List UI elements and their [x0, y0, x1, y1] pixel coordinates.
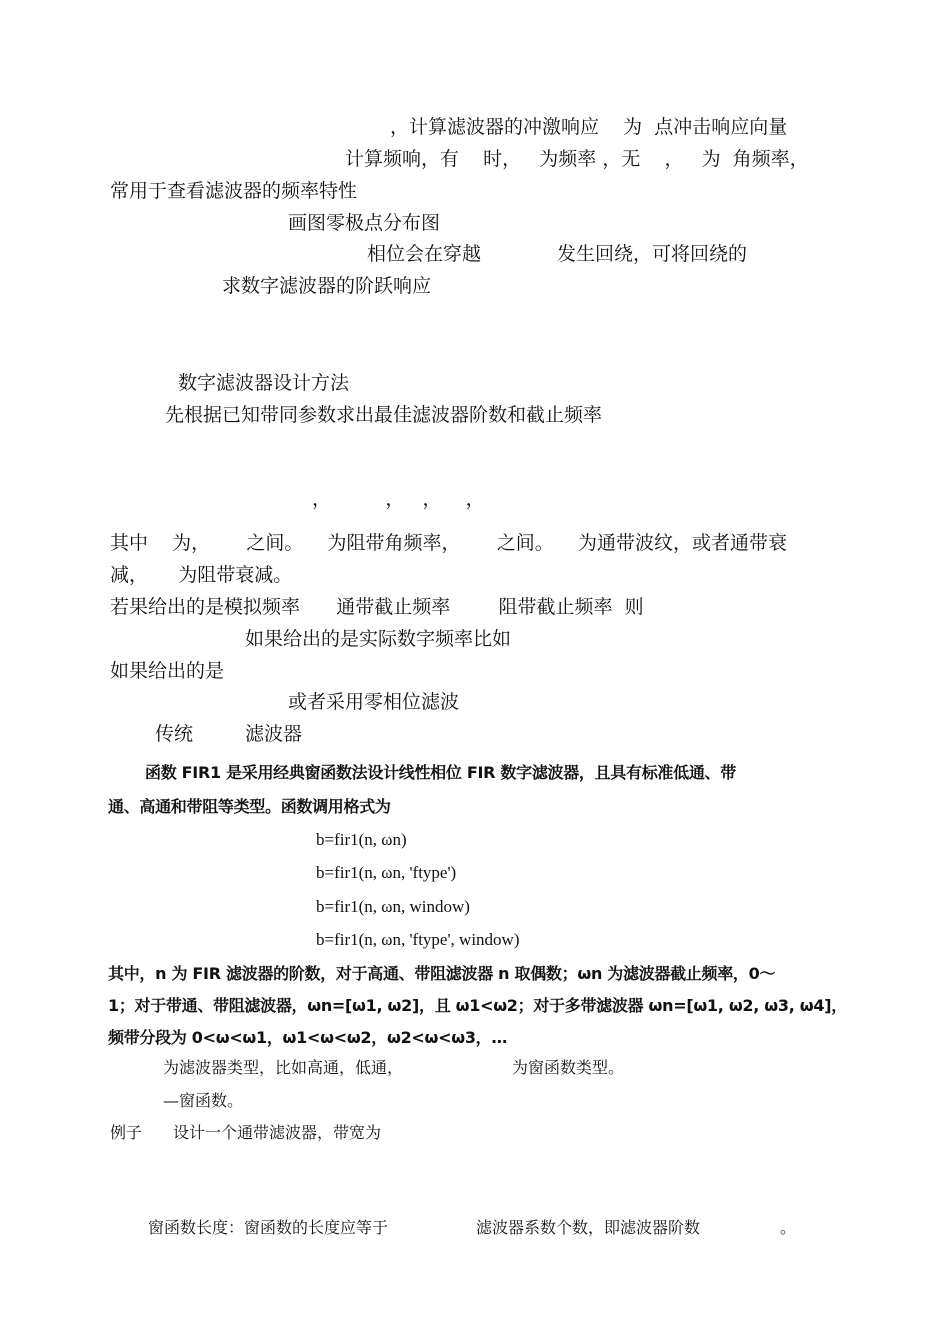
after-line-1b: 为窗函数类型。 [512, 1058, 625, 1077]
text-line-11: 减， 为阻带衰减。 [110, 564, 293, 586]
code-line-4: b=fir1(n, ωn, 'ftype', window) [316, 930, 520, 949]
after-line-2: —窗函数。 [163, 1091, 244, 1110]
text-line-8: 先根据已知带同参数求出最佳滤波器阶数和截止频率 [165, 404, 603, 426]
scan-paragraph-3: 其中，n 为 FIR 滤波器的阶数，对于高通、带阻滤波器 n 取偶数；ωn 为滤波器截止频率，0～ [108, 964, 776, 983]
code-line-2: b=fir1(n, ωn, 'ftype') [316, 863, 457, 882]
text-line-14: 如果给出的是 [110, 660, 225, 682]
text-line-6: 求数字滤波器的阶跃响应 [222, 275, 432, 297]
text-line-5a: 相位会在穿越 [367, 243, 482, 265]
code-line-3: b=fir1(n, ωn, window) [316, 897, 470, 916]
text-line-4: 画图零极点分布图 [288, 212, 441, 234]
scan-paragraph-2: 通、高通和带阻等类型。函数调用格式为 [108, 797, 391, 816]
text-line-5b: 发生回绕，可将回绕的 [557, 243, 748, 265]
code-line-1: b=fir1(n, ωn) [316, 830, 407, 849]
text-line-12: 若果给出的是模拟频率 通带截止频率 阻带截止频率 则 [110, 596, 644, 618]
section-heading: 数字滤波器设计方法 [178, 372, 350, 394]
text-line-2: 计算频响，有 时， 为频率 ，无 ， 为 角频率， [345, 148, 809, 170]
scan-paragraph-4: 1；对于带通、带阻滤波器，ωn=[ω1, ω2]，且 ω1<ω2；对于多带滤波器 ωn=[ω1, ω2, ω3, ω4]， [108, 996, 847, 1015]
text-line-15: 或者采用零相位滤波 [288, 691, 460, 713]
text-line-3: 常用于查看滤波器的频率特性 [110, 180, 358, 202]
scan-paragraph-1: 函数 FIR1 是采用经典窗函数法设计线性相位 FIR 数字滤波器，且具有标准低通、带 [145, 763, 736, 782]
after-line-4a: 窗函数长度：窗函数的长度应等于 [148, 1218, 389, 1237]
text-line-9: ， ， ， ， [312, 488, 485, 510]
after-line-4c: 。 [780, 1218, 797, 1237]
text-line-1: ，计算滤波器的冲激响应 为 点冲击响应向量 [390, 116, 788, 138]
after-line-3b: 设计一个通带滤波器，带宽为 [173, 1123, 382, 1142]
text-line-13: 如果给出的是实际数字频率比如 [245, 628, 512, 650]
after-line-4b: 滤波器系数个数，即滤波器阶数 [476, 1218, 701, 1237]
text-line-16a: 传统 [155, 723, 194, 745]
after-line-3a: 例子 [110, 1123, 143, 1142]
scan-paragraph-5: 频带分段为 0<ω<ω1，ω1<ω<ω2，ω2<ω<ω3，… [108, 1028, 508, 1047]
text-line-10: 其中 为， 之间。 为阻带角频率， 之间。 为通带波纹，或者通带衰 [110, 532, 787, 554]
text-line-16b: 滤波器 [245, 723, 303, 745]
after-line-1a: 为滤波器类型，比如高通，低通， [163, 1058, 404, 1077]
